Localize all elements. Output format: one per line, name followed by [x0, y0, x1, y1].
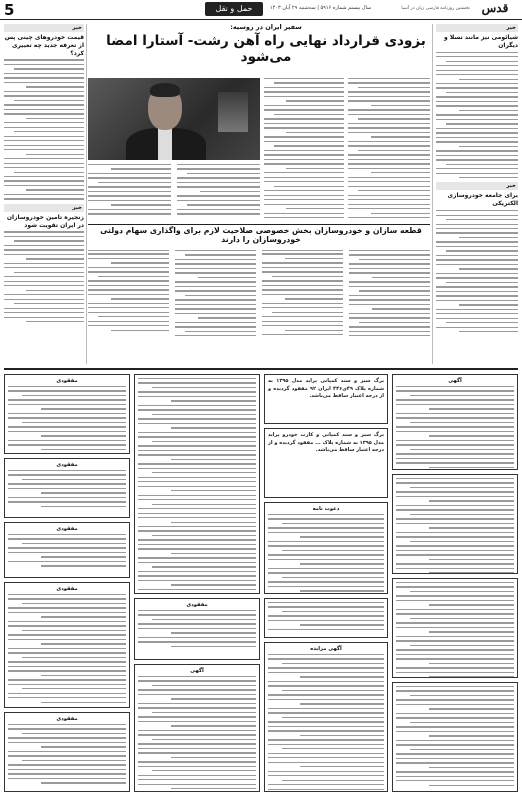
ambassador-photo	[88, 78, 260, 160]
main-story-text-right	[348, 78, 430, 222]
brand-subtitle: نخستین روزنامه فارسی زبان در آسیا	[401, 6, 470, 11]
column-divider	[86, 24, 87, 364]
ad-box: مفقودی	[4, 458, 130, 518]
ad-box-bold: برگ سبز و سند کمپانی و کارت خودرو پراید مدل ۱۳۹۵ به شماره پلاک ... مفقود گردیده و از درجه اعتبار ساقط می‌باشد.	[264, 428, 388, 498]
second-story-headline: قطعه سازان و خودروسازان بخش خصوصی صلاحیت لازم برای واگذاری سهام دولتی خودروسازان را دارند	[100, 226, 422, 245]
left-sidebar-news-label: خبر	[4, 24, 84, 32]
story-separator	[88, 224, 430, 225]
ad-box: آگهی مزایده	[264, 642, 388, 792]
ad-box	[264, 598, 388, 638]
ad-box: دعوت نامه	[264, 502, 388, 594]
story-kicker: سفیر ایران در روسیه:	[230, 23, 302, 31]
masthead	[0, 0, 522, 20]
story-headline: بزودی قرارداد نهایی راه آهن رشت- آستارا امضا می‌شود	[106, 33, 426, 66]
right-sidebar-title-2: برای جامعه خودروسازی الکتریکی	[447, 192, 518, 208]
right-sidebar-text-1	[436, 52, 518, 179]
ad-box	[392, 578, 518, 678]
main-story-text-under-photo	[88, 164, 260, 222]
ad-box: مفقودی	[4, 522, 130, 578]
ad-box	[392, 474, 518, 574]
left-sidebar-title-1: قیمت خودروهای چینی پس از تعرفه جدید چه تغییری کرد؟	[4, 34, 84, 57]
second-story-text	[88, 250, 430, 364]
left-sidebar-text-1	[4, 59, 84, 199]
sidebar-news-label-2: خبر	[436, 182, 518, 190]
ad-box-bold: برگ سبز و سند کمپانی پراید مدل ۱۳۹۵ به شماره پلاک ۴۹ی۴۴۶ ایران ۹۲ مفقود گردیده و از درجه اعتبار ساقط می‌باشد.	[264, 374, 388, 424]
left-sidebar	[4, 24, 84, 364]
page-number: 5	[4, 1, 15, 19]
ad-box: مفقودی	[4, 712, 130, 792]
ad-box	[392, 682, 518, 792]
sidebar-news-label: خبر	[436, 24, 518, 32]
right-sidebar-title-1: شیائومی نیز مانند تسلا و دیگران	[444, 34, 518, 49]
left-sidebar-text-2	[4, 231, 84, 322]
left-sidebar-title-2: زنجیره تامین خودروسازان در ایران تقویت شود	[6, 213, 84, 229]
right-sidebar-text-2	[436, 210, 518, 332]
ad-box: آگهی	[134, 664, 260, 792]
main-story-text-middle	[264, 78, 344, 222]
left-sidebar-news-label-2: خبر	[4, 204, 84, 212]
column-divider	[432, 24, 433, 364]
ad-box: مفقودی	[4, 582, 130, 708]
ad-box: آگهی	[392, 374, 518, 470]
section-label: حمل و نقل	[205, 2, 263, 16]
brand-logo: قدس	[481, 1, 509, 15]
ad-box: مفقودی	[4, 374, 130, 454]
right-sidebar	[436, 24, 518, 364]
ad-box: مفقودی	[134, 598, 260, 660]
issue-info: سال بیستم شماره ۵۹۱۶ | سه‌شنبه ۲۹ آبان ۱۴۰۳	[270, 5, 372, 11]
ad-box	[134, 374, 260, 594]
ads-separator	[4, 368, 518, 370]
